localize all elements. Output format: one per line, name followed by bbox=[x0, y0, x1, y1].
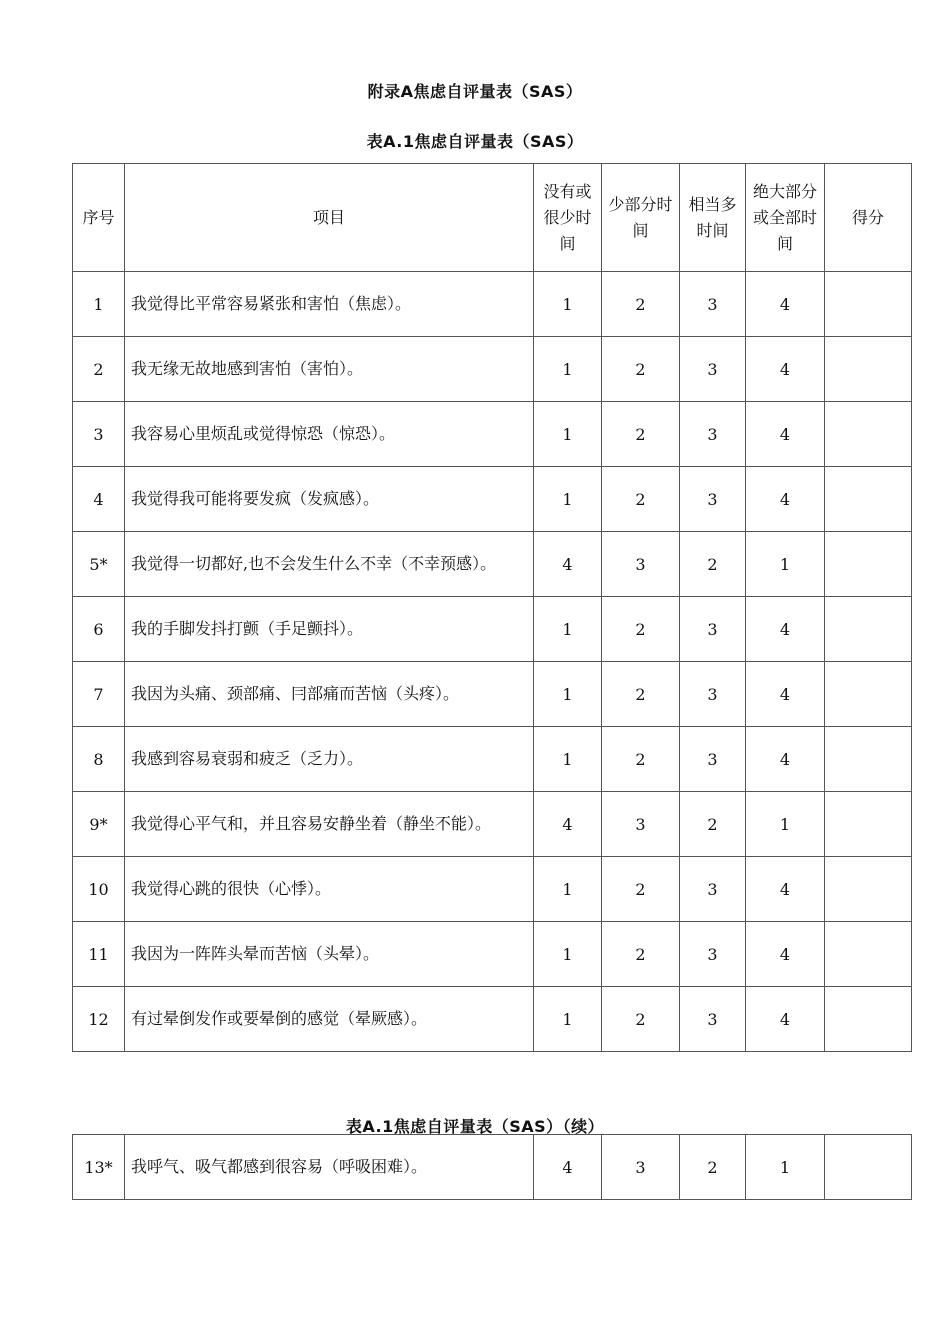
score-option-always: 4 bbox=[746, 402, 825, 467]
score-option-sometimes: 2 bbox=[602, 922, 680, 987]
row-item-text: 我容易心里烦乱或觉得惊恐（惊恐）。 bbox=[125, 402, 534, 467]
score-option-rarely: 1 bbox=[534, 922, 602, 987]
row-number: 1 bbox=[73, 272, 125, 337]
score-cell[interactable] bbox=[825, 467, 912, 532]
score-cell[interactable] bbox=[825, 987, 912, 1052]
score-option-always: 4 bbox=[746, 662, 825, 727]
score-option-often: 3 bbox=[680, 597, 746, 662]
table-row bbox=[73, 272, 912, 337]
score-option-often: 3 bbox=[680, 402, 746, 467]
score-option-sometimes: 2 bbox=[602, 597, 680, 662]
score-option-often: 3 bbox=[680, 857, 746, 922]
table-caption: 表A.1焦虑自评量表（SAS） bbox=[366, 132, 584, 151]
score-option-sometimes: 2 bbox=[602, 662, 680, 727]
score-option-often: 3 bbox=[680, 922, 746, 987]
row-number: 5* bbox=[73, 532, 125, 597]
score-cell[interactable] bbox=[825, 597, 912, 662]
score-cell[interactable] bbox=[825, 727, 912, 792]
row-item-text: 我呼气、吸气都感到很容易（呼吸困难）。 bbox=[125, 1135, 534, 1200]
row-number: 4 bbox=[73, 467, 125, 532]
score-option-sometimes: 2 bbox=[602, 337, 680, 402]
table-row bbox=[73, 662, 912, 727]
table-row bbox=[73, 1135, 912, 1200]
row-item-text: 我无缘无故地感到害怕（害怕）。 bbox=[125, 337, 534, 402]
score-option-sometimes: 3 bbox=[602, 532, 680, 597]
score-cell[interactable] bbox=[825, 402, 912, 467]
score-option-sometimes: 3 bbox=[602, 792, 680, 857]
score-option-sometimes: 3 bbox=[602, 1135, 680, 1200]
score-option-often: 3 bbox=[680, 662, 746, 727]
score-option-always: 4 bbox=[746, 467, 825, 532]
score-option-always: 4 bbox=[746, 857, 825, 922]
table-row bbox=[73, 532, 912, 597]
row-item-text: 我觉得我可能将要发疯（发疯感）。 bbox=[125, 467, 534, 532]
score-option-often: 3 bbox=[680, 987, 746, 1052]
row-item-text: 我的手脚发抖打颤（手足颤抖）。 bbox=[125, 597, 534, 662]
row-number: 11 bbox=[73, 922, 125, 987]
row-item-text: 我觉得心平气和，并且容易安静坐着（静坐不能）。 bbox=[125, 792, 534, 857]
score-cell[interactable] bbox=[825, 662, 912, 727]
row-number: 2 bbox=[73, 337, 125, 402]
score-cell[interactable] bbox=[825, 1135, 912, 1200]
score-option-always: 4 bbox=[746, 922, 825, 987]
score-option-often: 3 bbox=[680, 727, 746, 792]
score-option-always: 4 bbox=[746, 337, 825, 402]
header-number: 序号 bbox=[73, 164, 125, 272]
score-cell[interactable] bbox=[825, 792, 912, 857]
score-option-always: 4 bbox=[746, 597, 825, 662]
row-number: 12 bbox=[73, 987, 125, 1052]
row-number: 6 bbox=[73, 597, 125, 662]
table-row bbox=[73, 337, 912, 402]
table-header-row bbox=[73, 164, 912, 272]
score-option-often: 2 bbox=[680, 1135, 746, 1200]
score-option-rarely: 4 bbox=[534, 792, 602, 857]
score-option-often: 3 bbox=[680, 272, 746, 337]
table-row bbox=[73, 727, 912, 792]
score-option-always: 1 bbox=[746, 532, 825, 597]
row-item-text: 我因为头痛、颈部痛、冃部痛而苦恼（头疼）。 bbox=[125, 662, 534, 727]
score-option-often: 3 bbox=[680, 337, 746, 402]
row-number: 8 bbox=[73, 727, 125, 792]
row-number: 10 bbox=[73, 857, 125, 922]
score-option-rarely: 1 bbox=[534, 272, 602, 337]
row-item-text: 我觉得比平常容易紧张和害怕（焦虑）。 bbox=[125, 272, 534, 337]
score-option-sometimes: 2 bbox=[602, 467, 680, 532]
score-option-rarely: 4 bbox=[534, 532, 602, 597]
row-number: 7 bbox=[73, 662, 125, 727]
row-item-text: 我觉得一切都好,也不会发生什么不幸（不幸预感）。 bbox=[125, 532, 534, 597]
header-often: 相当多时间 bbox=[680, 164, 746, 272]
score-option-sometimes: 2 bbox=[602, 857, 680, 922]
score-option-always: 4 bbox=[746, 987, 825, 1052]
score-cell[interactable] bbox=[825, 857, 912, 922]
score-option-rarely: 1 bbox=[534, 727, 602, 792]
table-row bbox=[73, 792, 912, 857]
row-item-text: 我感到容易衰弱和疲乏（乏力）。 bbox=[125, 727, 534, 792]
header-always: 绝大部分或全部时间 bbox=[746, 164, 825, 272]
score-option-often: 2 bbox=[680, 792, 746, 857]
row-number: 3 bbox=[73, 402, 125, 467]
score-option-sometimes: 2 bbox=[602, 272, 680, 337]
score-option-rarely: 1 bbox=[534, 597, 602, 662]
score-cell[interactable] bbox=[825, 272, 912, 337]
header-score: 得分 bbox=[825, 164, 912, 272]
score-option-often: 2 bbox=[680, 532, 746, 597]
header-item: 项目 bbox=[125, 164, 534, 272]
score-option-rarely: 1 bbox=[534, 662, 602, 727]
table-row bbox=[73, 857, 912, 922]
score-cell[interactable] bbox=[825, 337, 912, 402]
row-number: 13* bbox=[73, 1135, 125, 1200]
header-sometimes: 少部分时间 bbox=[602, 164, 680, 272]
score-option-always: 4 bbox=[746, 727, 825, 792]
score-option-rarely: 1 bbox=[534, 467, 602, 532]
row-item-text: 我因为一阵阵头晕而苦恼（头晕）。 bbox=[125, 922, 534, 987]
score-option-always: 1 bbox=[746, 792, 825, 857]
score-option-rarely: 1 bbox=[534, 987, 602, 1052]
row-number: 9* bbox=[73, 792, 125, 857]
score-option-rarely: 4 bbox=[534, 1135, 602, 1200]
table-row bbox=[73, 987, 912, 1052]
table-row bbox=[73, 922, 912, 987]
score-option-sometimes: 2 bbox=[602, 987, 680, 1052]
score-option-always: 1 bbox=[746, 1135, 825, 1200]
row-item-text: 我觉得心跳的很快（心悸）。 bbox=[125, 857, 534, 922]
sas-table-continued bbox=[72, 1134, 912, 1200]
score-option-rarely: 1 bbox=[534, 857, 602, 922]
score-option-often: 3 bbox=[680, 467, 746, 532]
table-row bbox=[73, 402, 912, 467]
appendix-title: 附录A焦虑自评量表（SAS） bbox=[367, 82, 583, 101]
score-option-sometimes: 2 bbox=[602, 727, 680, 792]
header-rarely: 没有或很少时间 bbox=[534, 164, 602, 272]
score-cell[interactable] bbox=[825, 532, 912, 597]
row-item-text: 有过晕倒发作或要晕倒的感觉（晕厥感）。 bbox=[125, 987, 534, 1052]
score-option-rarely: 1 bbox=[534, 337, 602, 402]
score-option-sometimes: 2 bbox=[602, 402, 680, 467]
table-caption-continued: 表A.1焦虑自评量表（SAS）（续） bbox=[345, 1117, 605, 1136]
sas-table bbox=[72, 163, 912, 1052]
score-cell[interactable] bbox=[825, 922, 912, 987]
score-option-rarely: 1 bbox=[534, 402, 602, 467]
table-row bbox=[73, 467, 912, 532]
table-row bbox=[73, 597, 912, 662]
score-option-always: 4 bbox=[746, 272, 825, 337]
